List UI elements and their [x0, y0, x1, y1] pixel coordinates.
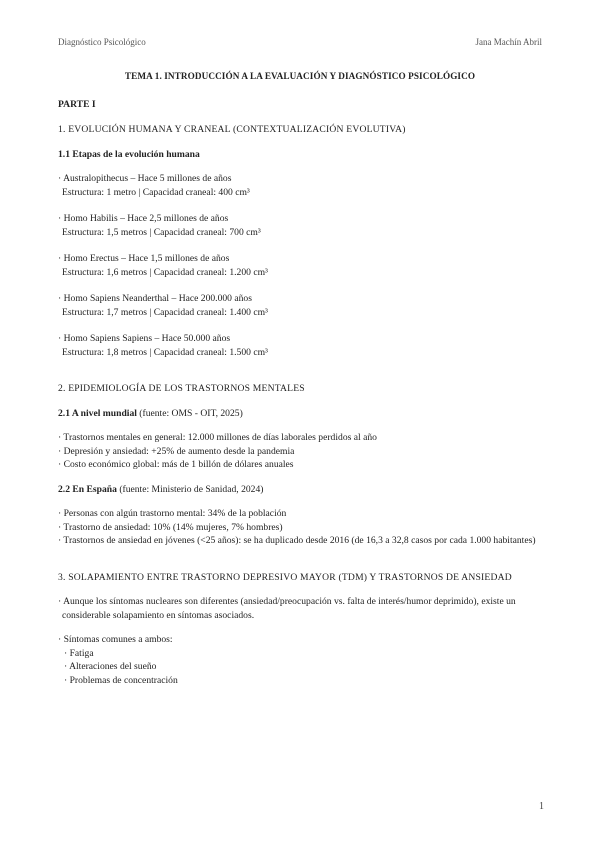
section2-sub-world-title: 2.1 A nivel mundial	[58, 407, 137, 419]
evolution-item-name: · Homo Sapiens Neanderthal – Hace 200.000 años	[58, 293, 252, 304]
section2-sub-spain-title: 2.2 En España	[58, 483, 117, 495]
world-stat: · Costo económico global: más de 1 billón de dólares anuales	[58, 459, 294, 470]
evolution-item-detail: Estructura: 1,6 metros | Capacidad craneal: 1.200 cm³	[62, 266, 268, 278]
section2-sub-spain-source: (fuente: Ministerio de Sanidad, 2024)	[116, 483, 264, 495]
evolution-item-detail: Estructura: 1,8 metros | Capacidad craneal: 1.500 cm³	[62, 346, 268, 358]
evolution-item-name: · Homo Habilis – Hace 2,5 millones de años	[58, 213, 229, 224]
document-title: TEMA 1. INTRODUCCIÓN A LA EVALUACIÓN Y DIAGNÓSTICO PSICOLÓGICO	[124, 71, 476, 81]
section1-subheading	[58, 148, 548, 162]
section2-heading: 2. EPIDEMIOLOGÍA DE LOS TRASTORNOS MENTALES	[58, 383, 305, 394]
section3-heading: 3. SOLAPAMIENTO ENTRE TRASTORNO DEPRESIVO MAYOR (TDM) Y TRASTORNOS DE ANSIEDAD	[58, 571, 512, 583]
evolution-item-detail: Estructura: 1 metro | Capacidad craneal: 400 cm³	[62, 186, 250, 198]
document-body	[58, 120, 548, 687]
spain-stat: · Trastornos de ansiedad en jóvenes (<25 años): se ha duplicado desde 2016 (de 16,3 a 32,8 casos por cada 1.000 habitantes)	[58, 535, 536, 546]
section1-heading: 1. EVOLUCIÓN HUMANA Y CRANEAL (CONTEXTUALIZACIÓN EVOLUTIVA)	[58, 124, 406, 135]
common-symptoms-label: · Síntomas comunes a ambos:	[58, 634, 173, 645]
part-label: PARTE I	[58, 99, 96, 110]
section2-sub-world-source: (fuente: OMS - OIT, 2025)	[136, 407, 243, 419]
evolution-item-name: · Homo Sapiens Sapiens – Hace 50.000 años	[58, 333, 231, 344]
page-number: 1	[539, 801, 544, 812]
evolution-item-detail: Estructura: 1,5 metros | Capacidad craneal: 700 cm³	[62, 226, 261, 238]
world-stat: · Depresión y ansiedad: +25% de aumento desde la pandemia	[58, 445, 295, 457]
section3-paragraph: · Aunque los síntomas nucleares son diferentes (ansiedad/preocupación vs. falta de interés/humor deprimido), existe un considerable solapamiento en síntomas asociados.	[58, 596, 516, 621]
spain-stat: · Trastorno de ansiedad: 10% (14% mujeres, 7% hombres)	[58, 521, 283, 533]
section2-sub-spain	[58, 483, 548, 497]
common-symptom: · Problemas de concentración	[64, 674, 178, 686]
header-right: Jana Machín Abril	[475, 37, 542, 47]
common-symptom: · Alteraciones del sueño	[64, 661, 157, 672]
section1-subheading-text: 1.1 Etapas de la evolución humana	[58, 148, 200, 160]
world-stat: · Trastornos mentales en general: 12.000 millones de días laborales perdidos al año	[58, 432, 377, 443]
spain-stat: · Personas con algún trastorno mental: 34% de la población	[58, 508, 287, 519]
section2-sub-world	[58, 407, 548, 421]
evolution-item-detail: Estructura: 1,7 metros | Capacidad craneal: 1.400 cm³	[62, 306, 268, 318]
evolution-item-name: · Homo Erectus – Hace 1,5 millones de años	[58, 253, 230, 264]
common-symptom: · Fatiga	[64, 647, 94, 659]
evolution-item-name: · Australopithecus – Hace 5 millones de años	[58, 173, 232, 184]
header-left: Diagnóstico Psicológico	[58, 37, 146, 47]
